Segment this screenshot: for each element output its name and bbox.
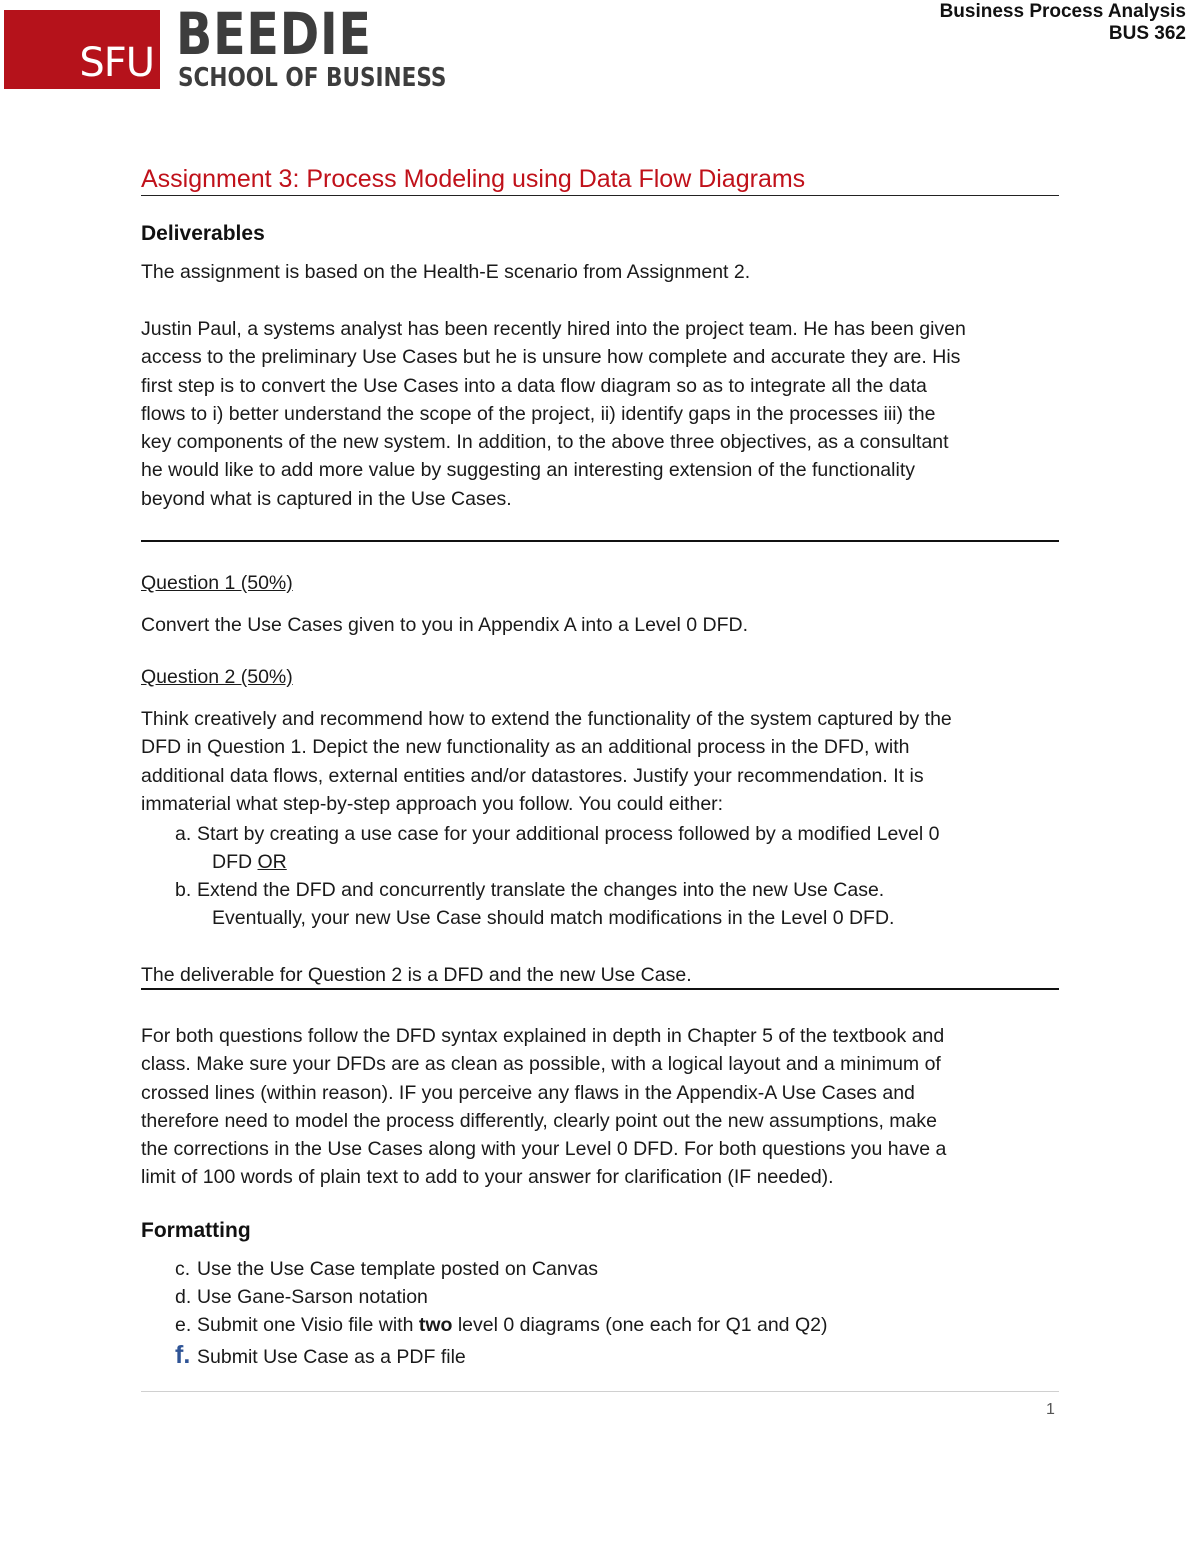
list-item-text: Use Gane-Sarson notation [197, 1286, 428, 1308]
paragraph-line: DFD in Question 1. Depict the new functionality as an additional process in the DFD, with [141, 736, 910, 759]
logo-sfu-text: SFU [79, 40, 154, 86]
paragraph-line: class. Make sure your DFDs are as clean as possible, with a logical layout and a minimum of [141, 1053, 941, 1076]
paragraph-line: immaterial what step-by-step approach you follow. You could either: [141, 792, 724, 815]
paragraph-line: Think creatively and recommend how to extend the functionality of the system captured by the [141, 708, 952, 730]
list-item-text: level 0 diagrams (one each for Q1 and Q2) [452, 1314, 828, 1336]
list-item-text: DFD [212, 851, 258, 873]
list-marker: a. [175, 823, 192, 845]
paragraph-line: therefore need to model the process differently, clearly point out the new assumptions, make [141, 1109, 937, 1132]
paragraph-line: flows to i) better understand the scope of the project, ii) identify gaps in the processes iii) the [141, 402, 936, 425]
list-item-text: Submit one Visio file with [197, 1314, 419, 1336]
both-questions-paragraph [141, 1022, 1061, 1192]
deliverables-paragraph [141, 315, 1061, 513]
paragraph-line: additional data flows, external entities and/or datastores. Justify your recommendation. It is [141, 764, 924, 787]
question-2-deliverable: The deliverable for Question 2 is a DFD and the new Use Case. [141, 964, 692, 986]
course-title: Business Process Analysis [939, 1, 1186, 22]
page-title: Assignment 3: Process Modeling using Data Flow Diagrams [141, 164, 1059, 196]
paragraph-line: limit of 100 words of plain text to add to your answer for clarification (IF needed). [141, 1166, 834, 1189]
paragraph-line: Justin Paul, a systems analyst has been recently hired into the project team. He has been given [141, 318, 966, 340]
footer-divider [141, 1391, 1059, 1392]
course-code: BUS 362 [1108, 23, 1186, 44]
list-marker: f. [175, 1341, 191, 1369]
formatting-heading: Formatting [141, 1219, 251, 1242]
list-marker: e. [175, 1314, 192, 1336]
format-item-c [175, 1255, 598, 1283]
deliverables-intro: The assignment is based on the Health-E scenario from Assignment 2. [141, 261, 751, 283]
list-item-text: Start by creating a use case for your additional process followed by a modified Level 0 [197, 823, 940, 845]
list-item-text: Extend the DFD and concurrently translate the changes into the new Use Case. [197, 879, 885, 901]
format-item-f [175, 1341, 466, 1371]
course-header [940, 1, 1186, 45]
list-item-b [175, 876, 884, 904]
format-item-e [175, 1311, 827, 1339]
or-emphasis: OR [257, 851, 287, 873]
paragraph-line: access to the preliminary Use Cases but he is unsure how complete and accurate they are. His [141, 346, 961, 369]
list-item-b-continuation: Eventually, your new Use Case should match modifications in the Level 0 DFD. [212, 907, 895, 929]
format-item-d [175, 1283, 428, 1311]
list-item-a [175, 820, 940, 848]
list-item-a-continuation [212, 848, 287, 876]
section-divider [141, 540, 1059, 542]
question-1-text: Convert the Use Cases given to you in Appendix A into a Level 0 DFD. [141, 614, 749, 636]
paragraph-line: he would like to add more value by suggesting an interesting extension of the functionality [141, 459, 915, 482]
paragraph-line: For both questions follow the DFD syntax explained in depth in Chapter 5 of the textbook and [141, 1025, 945, 1047]
question-2-heading: Question 2 (50%) [141, 666, 293, 688]
sfu-logo [4, 10, 160, 89]
list-item-text: Use the Use Case template posted on Canvas [197, 1258, 599, 1280]
list-marker: d. [175, 1286, 192, 1308]
list-marker: c. [175, 1258, 191, 1280]
bold-emphasis: two [418, 1314, 453, 1336]
question-1-heading: Question 1 (50%) [141, 572, 293, 594]
deliverables-heading: Deliverables [141, 222, 265, 245]
list-marker: b. [175, 879, 192, 901]
page-number: 1 [1046, 1401, 1055, 1418]
logo-beedie-text: BEEDIE [176, 0, 372, 68]
paragraph-line: beyond what is captured in the Use Cases. [141, 487, 512, 510]
list-item-text: Submit Use Case as a PDF file [197, 1346, 466, 1368]
section-divider [141, 988, 1059, 990]
logo-school-text: SCHOOL OF BUSINESS [178, 63, 447, 93]
paragraph-line: the corrections in the Use Cases along with your Level 0 DFD. For both questions you have a [141, 1138, 947, 1161]
paragraph-line: first step is to convert the Use Cases into a data flow diagram so as to integrate all the data [141, 374, 927, 397]
paragraph-line: crossed lines (within reason). IF you perceive any flaws in the Appendix-A Use Cases and [141, 1081, 915, 1104]
question-2-paragraph [141, 705, 1061, 818]
paragraph-line: key components of the new system. In addition, to the above three objectives, as a consultant [141, 431, 949, 454]
